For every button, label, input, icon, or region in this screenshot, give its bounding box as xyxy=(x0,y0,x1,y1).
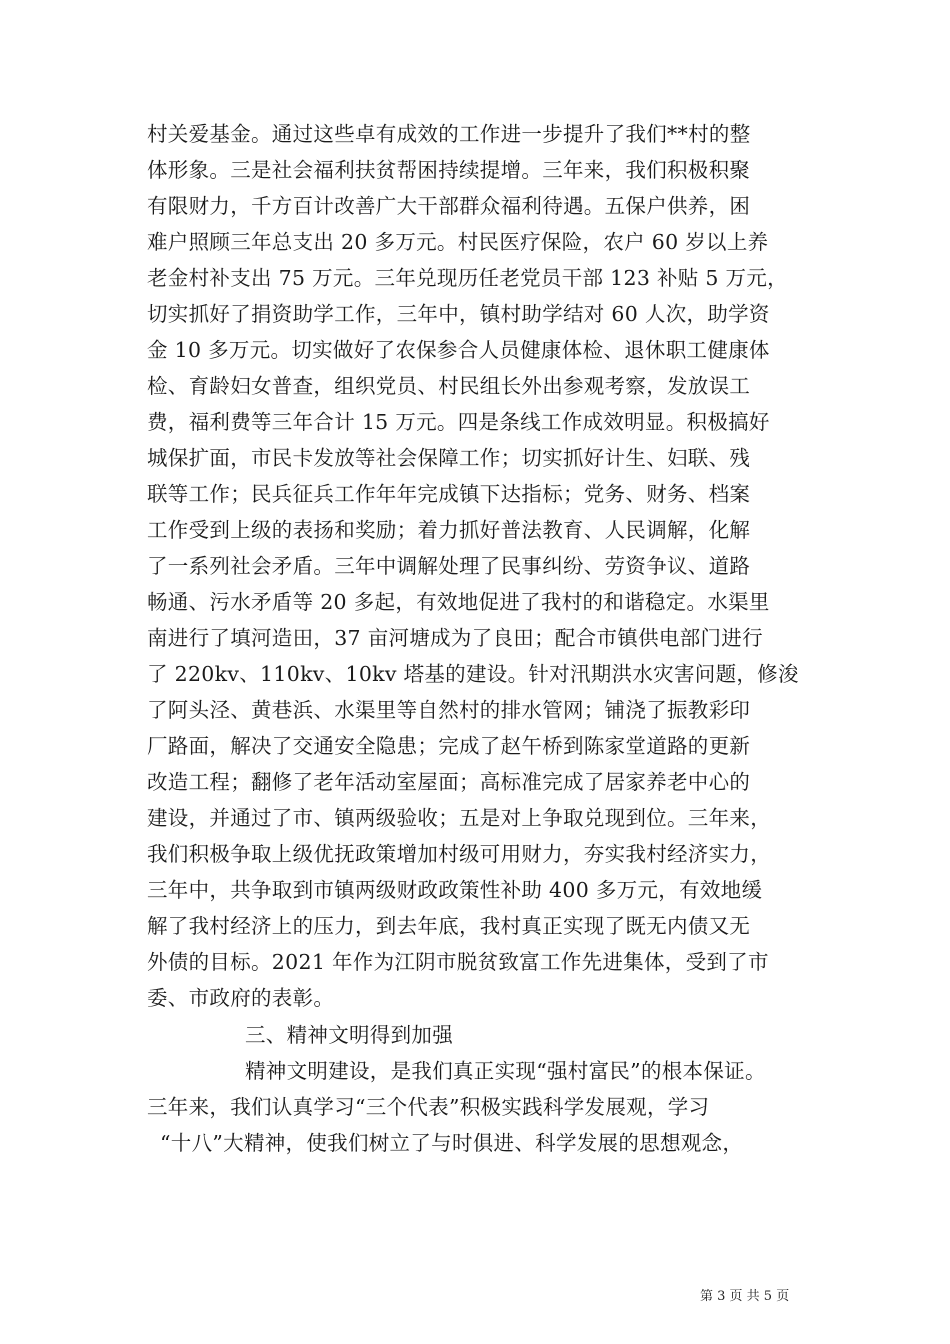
text-line: 了阿头泾、黄巷浜、水渠里等自然村的排水管网；铺浇了振教彩印 xyxy=(147,698,751,722)
text-line: 外债的目标。2021 年作为江阴市脱贫致富工作先进集体，受到了市 xyxy=(147,950,769,974)
text-line: 畅通、污水矛盾等 20 多起，有效地促进了我村的和谐稳定。水渠里 xyxy=(147,590,770,614)
text-line: 难户照顾三年总支出 20 多万元。村民医疗保险，农户 60 岁以上养 xyxy=(147,230,769,254)
text-line: 体形象。三是社会福利扶贫帮困持续提增。三年来，我们积极积聚 xyxy=(147,158,751,182)
text-line: 改造工程；翻修了老年活动室屋面；高标准完成了居家养老中心的 xyxy=(147,770,751,794)
text-line: 解了我村经济上的压力，到去年底，我村真正实现了既无内债又无 xyxy=(147,914,751,938)
text-line: 工作受到上级的表扬和奖励；着力抓好普法教育、人民调解，化解 xyxy=(147,518,751,542)
text-line: 三年中，共争取到市镇两级财政政策性补助 400 多万元，有效地缓 xyxy=(147,878,763,902)
text-line: 有限财力，千方百计改善广大干部群众福利待遇。五保户供养，困 xyxy=(147,194,751,218)
text-line: 了 220kv、110kv、10kv 塔基的建设。针对汛期洪水灾害问题，修浚 xyxy=(147,662,799,686)
text-line: 城保扩面，市民卡发放等社会保障工作；切实抓好计生、妇联、残 xyxy=(147,446,751,470)
text-line: 金 10 多万元。切实做好了农保参合人员健康体检、退休职工健康体 xyxy=(147,338,770,362)
text-line: 三、精神文明得到加强 xyxy=(245,1023,453,1047)
text-line: 切实抓好了捐资助学工作，三年中，镇村助学结对 60 人次，助学资 xyxy=(147,302,770,326)
text-line: 精神文明建设，是我们真正实现“强村富民”的根本保证。 xyxy=(245,1059,766,1083)
text-line: 联等工作；民兵征兵工作年年完成镇下达指标；党务、财务、档案 xyxy=(147,482,751,506)
text-line: 费，福利费等三年合计 15 万元。四是条线工作成效明显。积极搞好 xyxy=(147,410,770,434)
text-line: 三年来，我们认真学习“三个代表”积极实践科学发展观，学习 xyxy=(147,1095,710,1119)
text-line: 村关爱基金。通过这些卓有成效的工作进一步提升了我们**村的整 xyxy=(147,122,751,146)
text-line: “十八”大精神，使我们树立了与时俱进、科学发展的思想观念， xyxy=(160,1131,744,1155)
text-line: 了一系列社会矛盾。三年中调解处理了民事纠纷、劳资争议、道路 xyxy=(147,554,751,578)
text-line: 委、市政府的表彰。 xyxy=(147,986,335,1010)
page-footer: 第 3 页 共 5 页 xyxy=(700,1289,790,1304)
text-line: 厂路面，解决了交通安全隐患；完成了赵午桥到陈家堂道路的更新 xyxy=(147,734,751,758)
text-line: 检、育龄妇女普查，组织党员、村民组长外出参观考察，发放误工 xyxy=(147,374,751,398)
text-line: 南进行了填河造田，37 亩河塘成为了良田；配合市镇供电部门进行 xyxy=(147,626,763,650)
text-line: 老金村补支出 75 万元。三年兑现历任老党员干部 123 补贴 5 万元， xyxy=(147,266,788,290)
text-line: 我们积极争取上级优抚政策增加村级可用财力，夯实我村经济实力， xyxy=(147,842,771,866)
text-line: 建设，并通过了市、镇两级验收；五是对上争取兑现到位。三年来， xyxy=(147,806,771,830)
